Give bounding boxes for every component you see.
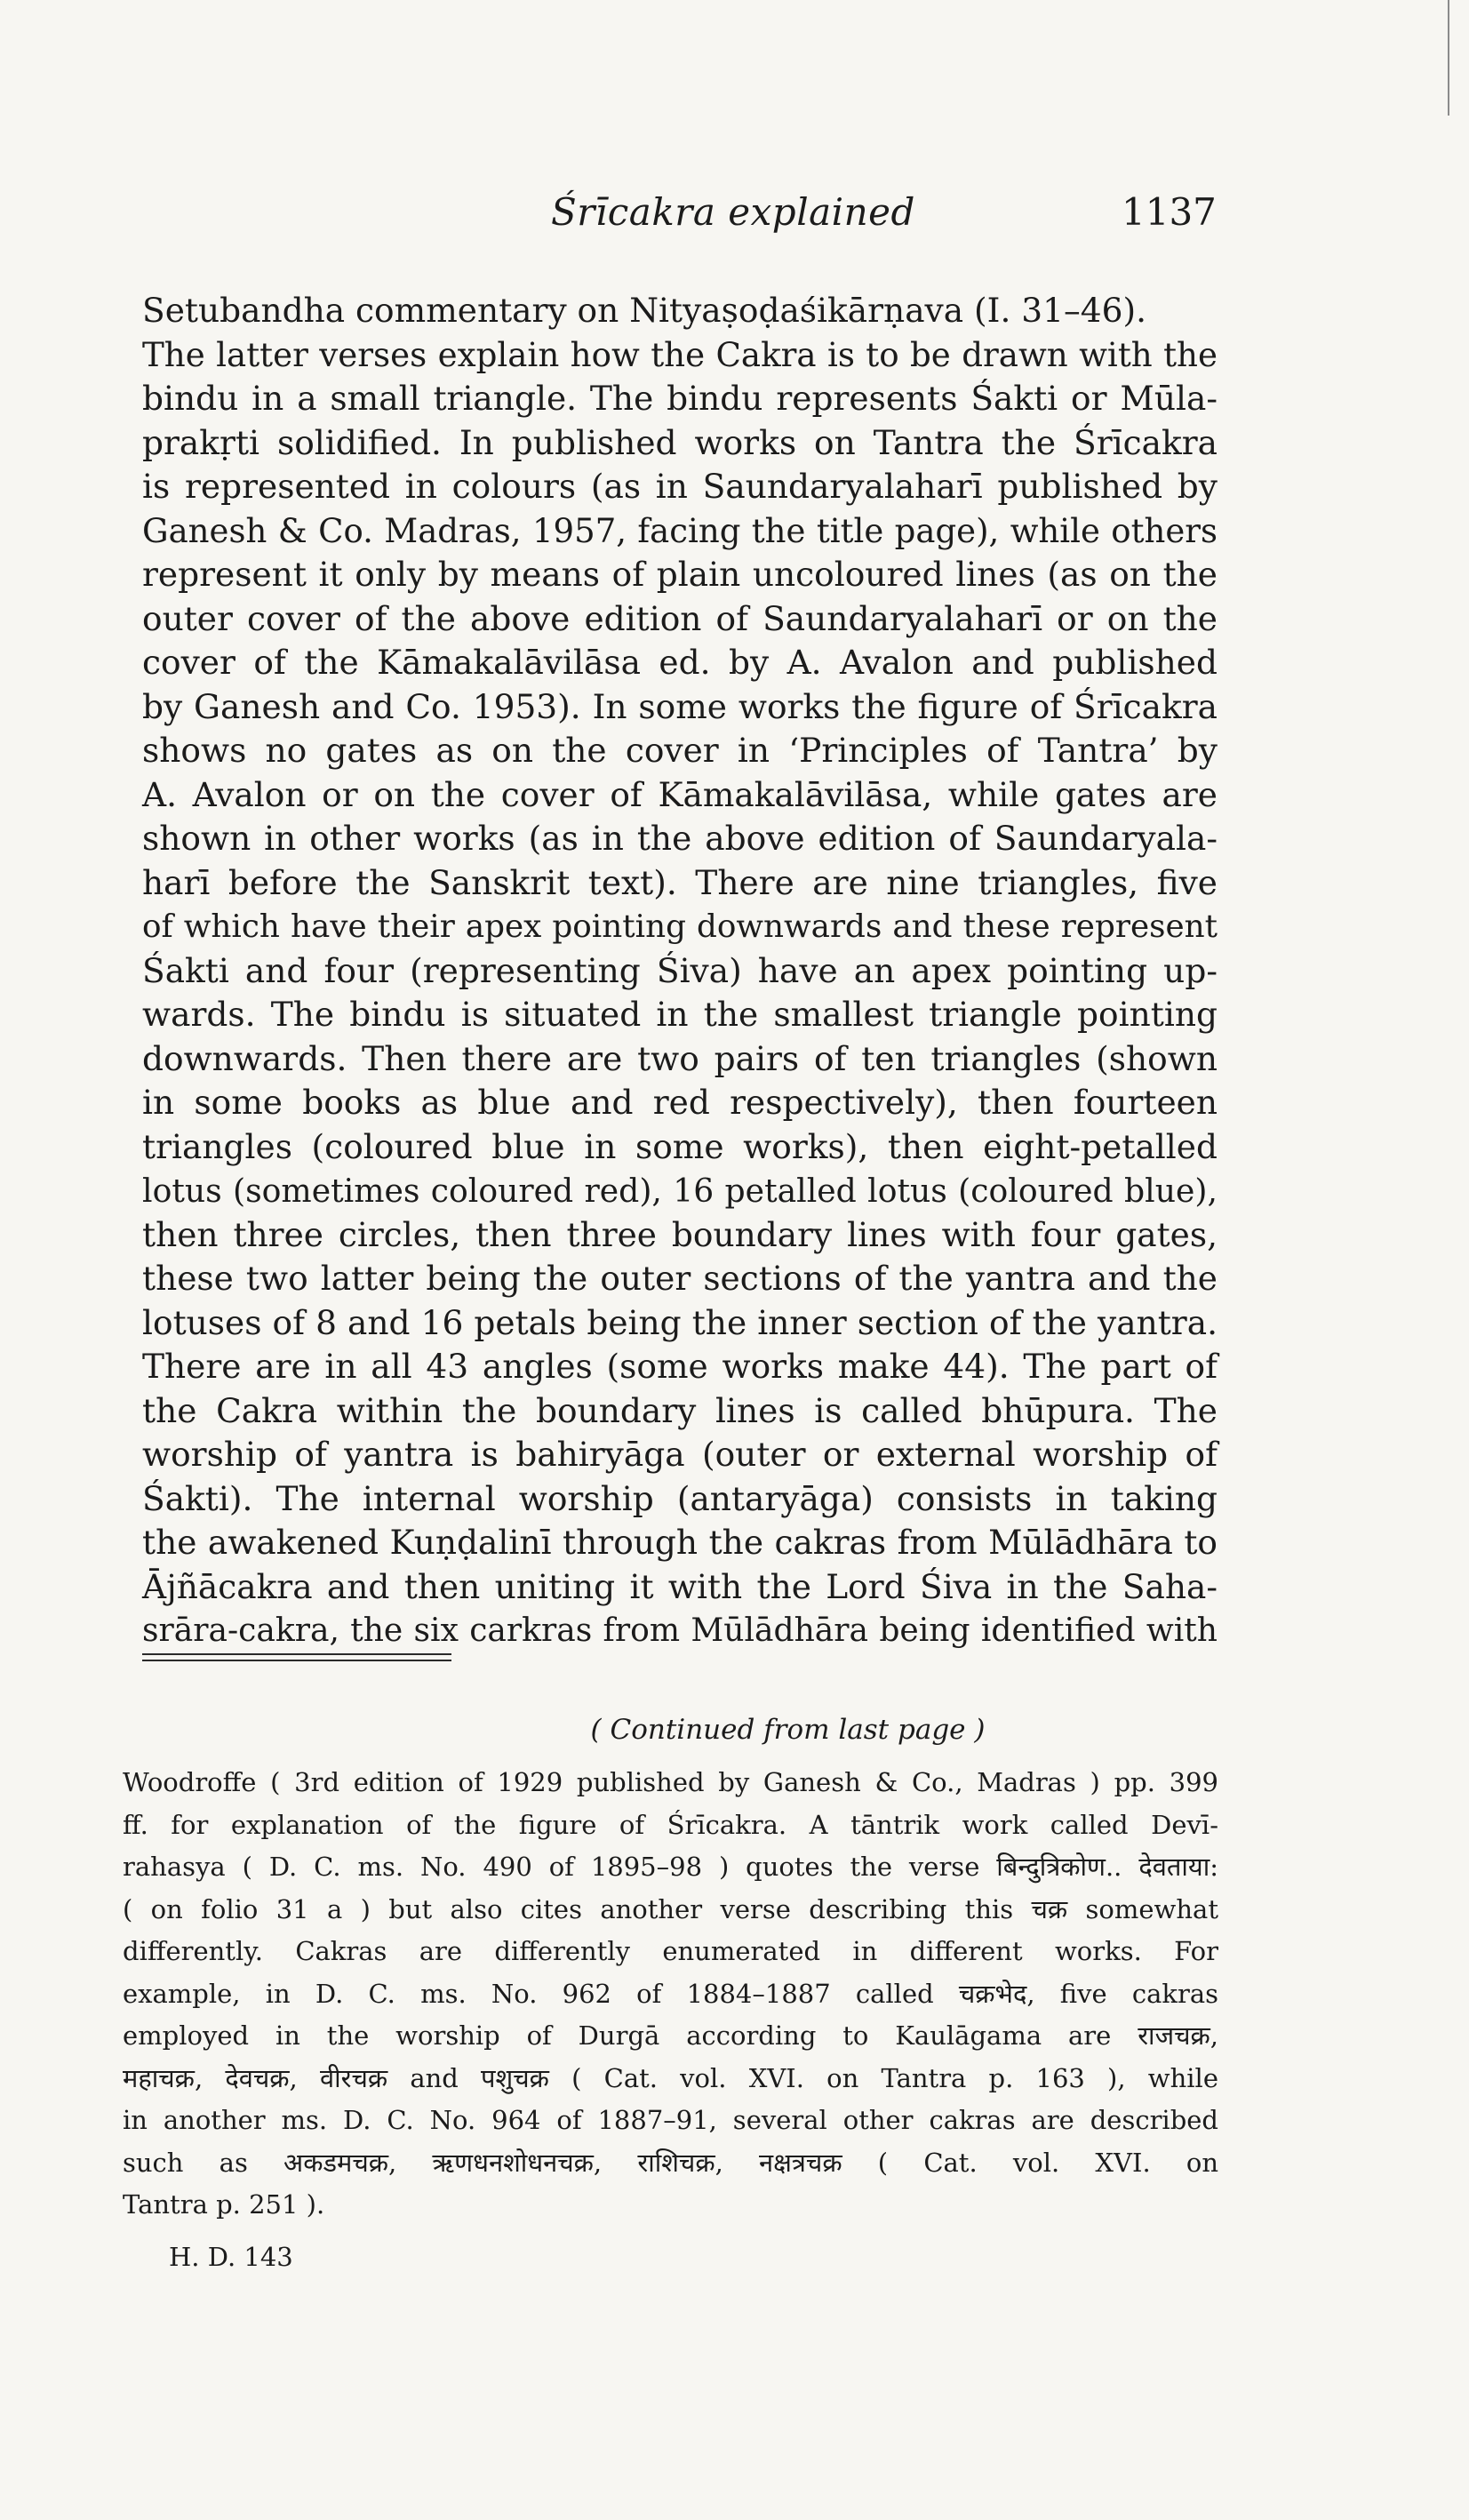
page-edge-line — [1448, 0, 1449, 116]
body-line: Śakti). The internal worship (antaryāga) consists in taking — [142, 1478, 1218, 1518]
body-line: then three circles, then three boundary lines with four gates, — [142, 1214, 1218, 1254]
footnote-line: Tantra p. 251 ). — [123, 2189, 325, 2220]
footnote-signature: H. D. 143 — [169, 2242, 293, 2272]
footnote-line: in another ms. D. C. No. 964 of 1887–91, several other cakras are described — [123, 2105, 1218, 2135]
footnote-continued-label: ( Continued from last page ) — [590, 1714, 986, 1746]
footnote-rule-bottom — [142, 1660, 451, 1661]
body-line: bindu in a small triangle. The bindu represents Śakti or Mūla- — [142, 379, 1218, 418]
body-line: Setubandha commentary on Nityaṣoḍaśikārṇava (I. 31–46). — [142, 291, 1147, 330]
body-line: There are in all 43 angles (some works make 44). The part of — [142, 1347, 1218, 1386]
body-line: in some books as blue and red respectively), then fourteen — [142, 1083, 1218, 1122]
body-line: by Ganesh and Co. 1953). In some works the figure of Śrīcakra — [142, 686, 1218, 726]
footnote-line: employed in the worship of Durgā according to Kaulāgama are राजचक्र, — [123, 2020, 1218, 2051]
header-title: Śrīcakra explained — [551, 190, 915, 234]
body-line: represent it only by means of plain uncoloured lines (as on the — [142, 555, 1218, 594]
body-line: the awakened Kuṇḍalinī through the cakras from Mūlādhāra to — [142, 1523, 1218, 1562]
body-line: Ganesh & Co. Madras, 1957, facing the title page), while others — [142, 511, 1218, 550]
footnote-line: ff. for explanation of the figure of Śrīcakra. A tāntrik work called Devī- — [123, 1809, 1218, 1840]
running-header — [0, 190, 1469, 244]
body-line: downwards. Then there are two pairs of ten triangles (shown — [142, 1038, 1218, 1078]
body-line: srāra-cakra, the six carkras from Mūlādhāra being identified with — [142, 1612, 1218, 1649]
page-number: 1137 — [1122, 190, 1217, 234]
body-line: wards. The bindu is situated in the smallest triangle pointing — [142, 995, 1218, 1034]
body-line: prakṛti solidified. In published works on Tantra the Śrīcakra — [142, 422, 1218, 462]
body-line: cover of the Kāmakalāvilāsa ed. by A. Avalon and published — [142, 643, 1218, 682]
footnote-text — [123, 1762, 1218, 2227]
body-line: lotus (sometimes coloured red), 16 petalled lotus (coloured blue), — [142, 1172, 1218, 1210]
footnote-line: such as अकडमचक्र, ऋणधनशोधनचक्र, राशिचक्र, नक्षत्रचक्र ( Cat. vol. XVI. on — [123, 2147, 1218, 2178]
footnote-line: differently. Cakras are differently enumerated in different works. For — [123, 1936, 1218, 1966]
footnote-rule-top — [142, 1653, 451, 1655]
footnote-line: rahasya ( D. C. ms. No. 490 of 1895–98 ) quotes the verse बिन्दुत्रिकोण.. देवताया: — [123, 1852, 1218, 1882]
body-line: the Cakra within the boundary lines is called bhūpura. The — [142, 1390, 1218, 1430]
footnote-line: ( on folio 31 a ) but also cites another verse describing this चक्र somewhat — [123, 1893, 1218, 1924]
body-line: Śakti and four (representing Śiva) have an apex pointing up- — [142, 950, 1218, 990]
body-line: these two latter being the outer sections of the yantra and the — [142, 1259, 1218, 1298]
body-line: outer cover of the above edition of Saundaryalaharī or on the — [142, 598, 1218, 638]
body-line: is represented in colours (as in Saundaryalaharī published by — [142, 467, 1218, 506]
body-line: The latter verses explain how the Cakra is to be drawn with the — [142, 334, 1218, 374]
main-paragraph — [142, 289, 1218, 1653]
body-line: lotuses of 8 and 16 petals being the inner section of the yantra. — [142, 1302, 1218, 1342]
body-line: worship of yantra is bahiryāga (outer or external worship of — [142, 1435, 1218, 1474]
footnote-line: example, in D. C. ms. No. 962 of 1884–1887 called चक्रभेद, five cakras — [123, 1978, 1218, 2009]
body-line: shown in other works (as in the above edition of Saundaryala- — [142, 819, 1218, 858]
body-line: harī before the Sanskrit text). There are nine triangles, five — [142, 862, 1218, 902]
body-line: shows no gates as on the cover in ‘Principles of Tantra’ by — [142, 731, 1218, 770]
body-line: Ājñācakra and then uniting it with the Lord Śiva in the Saha- — [142, 1566, 1218, 1606]
footnote-line: महाचक्र, देवचक्र, वीरचक्र and पशुचक्र ( Cat. vol. XVI. on Tantra p. 163 ), while — [123, 2062, 1218, 2093]
footnote-line: Woodroffe ( 3rd edition of 1929 published by Ganesh & Co., Madras ) pp. 399 — [123, 1767, 1218, 1797]
body-line: of which have their apex pointing downwards and these represent — [142, 908, 1218, 945]
body-line: triangles (coloured blue in some works), then eight-petalled — [142, 1126, 1218, 1166]
body-line: A. Avalon or on the cover of Kāmakalāvilāsa, while gates are — [142, 774, 1218, 814]
